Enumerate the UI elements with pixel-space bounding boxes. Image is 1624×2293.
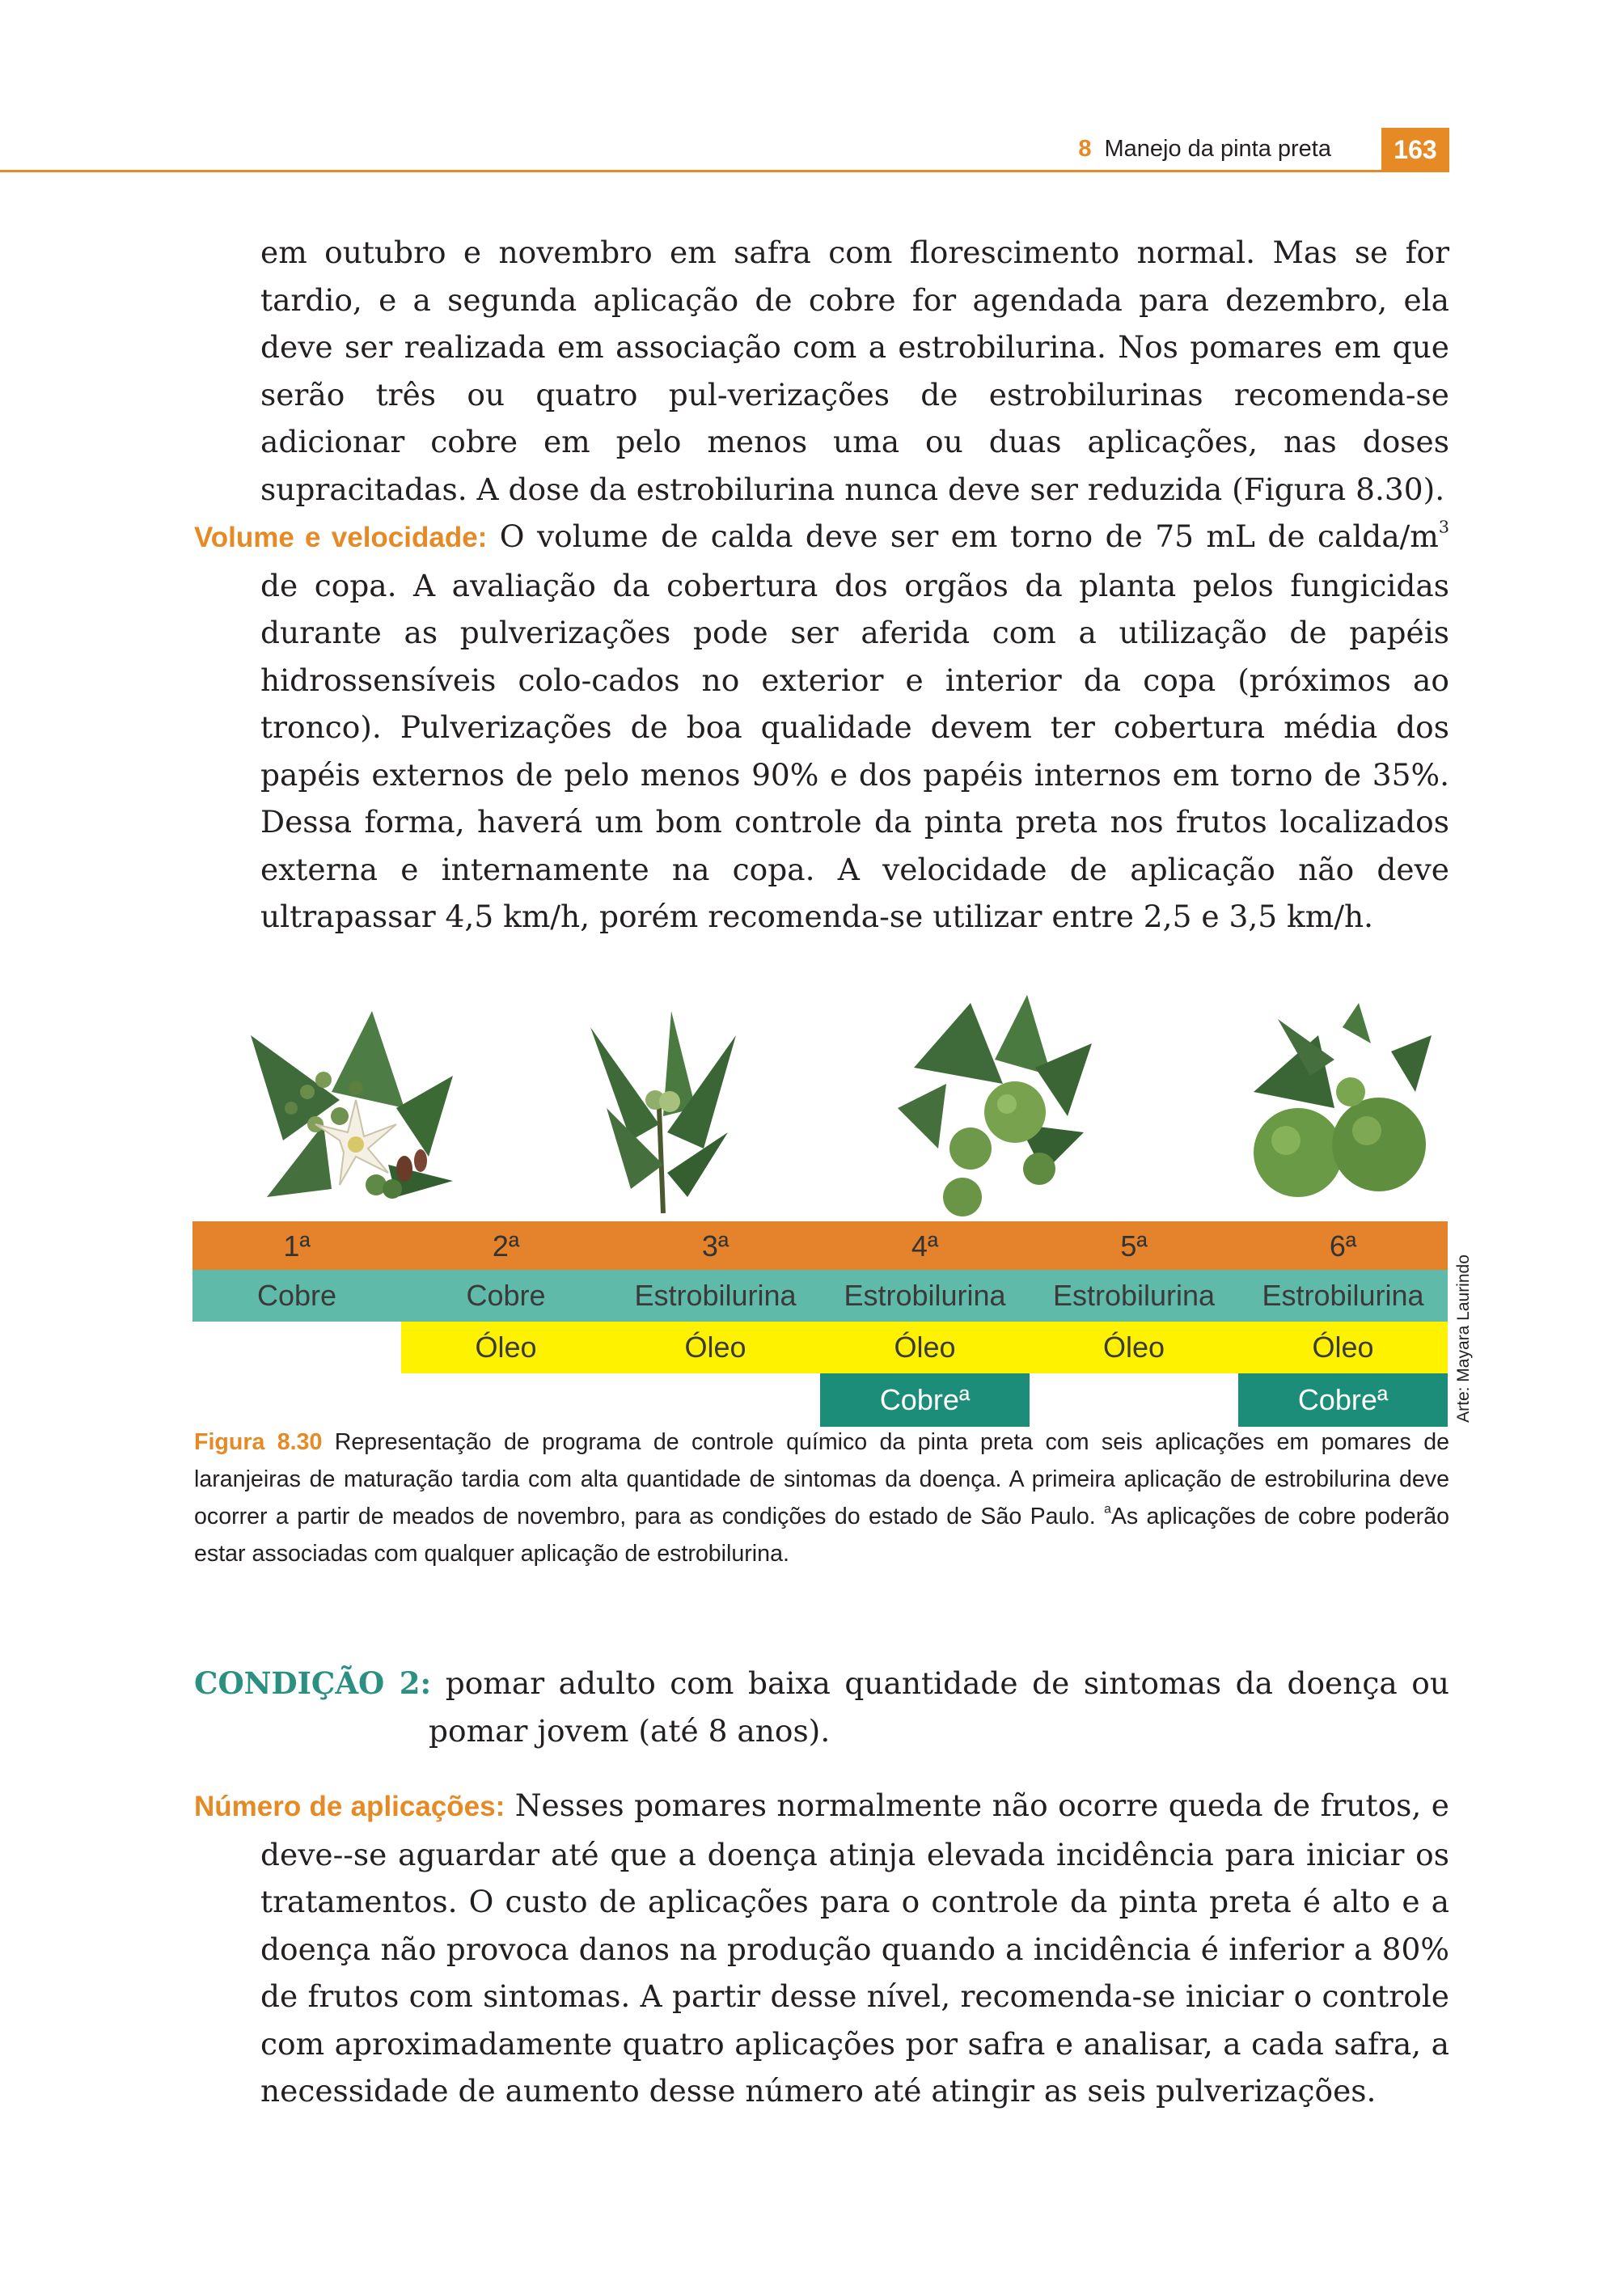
- application-number: 3ª: [701, 1229, 730, 1263]
- paragraph-1-text: em outubro e novembro em safra com florescimento normal. Mas se for tardio, e a segunda aplicação de cobre for agendada para dezembro, ela deve ser realizada em associação com a estrobilurina. Nos pomares em que serão três ou quatro pul-verizações de estrobilurinas recomenda-se adicionar cobre em pelo menos uma ou duas aplicações, nas doses supracitadas. A dose da estrobilurina nunca deve ser reduzida (Figura 8.30).: [260, 235, 1449, 507]
- application-number: 4ª: [911, 1229, 939, 1263]
- copper-optional-cell: Cobreª: [820, 1373, 1030, 1427]
- art-credit: [1448, 1250, 1480, 1428]
- condition-text: pomar adulto com baixa quantidade de sintomas da doença ou pomar jovem (até 8 anos).: [429, 1665, 1449, 1749]
- header-rule: [0, 170, 1449, 172]
- fungicide-cell: Estrobilurina: [1262, 1279, 1424, 1312]
- fungicide-cell: Cobre: [466, 1279, 546, 1312]
- fungicide-cell: Estrobilurina: [634, 1279, 797, 1312]
- chapter-title-text: Manejo da pinta preta: [1104, 136, 1331, 162]
- application-number: 6ª: [1329, 1229, 1357, 1263]
- fungicide-cell: Cobre: [256, 1279, 337, 1312]
- fungicide-cell: Estrobilurina: [844, 1279, 1006, 1312]
- mature-fruit-branch-illustration: [1229, 1003, 1440, 1213]
- caption-text-2: As aplicações de cobre poderão estar associadas com qualquer aplicação de estrobilurina.: [194, 1504, 1449, 1567]
- oil-cell: Óleo: [1102, 1331, 1165, 1364]
- number-text: Nesses pomares normalmente não ocorre queda de frutos, e deve--se aguardar até que a doença atinja elevada incidência para iniciar os tratamentos. O custo de aplicações para o controle da pinta preta é alto e a doença não provoca danos na produção quando a incidência é inferior a 80% de frutos com sintomas. A partir desse nível, recomenda-se iniciar o controle com aproximadamente quatro aplicações por safra e analisar, a cada safra, a necessidade de aumento desse número até atingir as seis pulverizações.: [260, 1787, 1449, 2109]
- chapter-number: 8: [1078, 136, 1092, 162]
- oil-cell: Óleo: [894, 1331, 956, 1364]
- chapter-title: [1078, 136, 1331, 163]
- condition-heading: CONDIÇÃO 2:: [194, 1665, 432, 1701]
- application-number: 5ª: [1120, 1229, 1148, 1263]
- application-number: 1ª: [283, 1229, 311, 1263]
- number-heading: Número de aplicações:: [194, 1791, 505, 1822]
- condition-block: [194, 1660, 1449, 1754]
- page-number: 163: [1381, 128, 1449, 171]
- figure-label: Figura 8.30: [194, 1429, 323, 1455]
- oil-row: [401, 1322, 1448, 1373]
- volume-heading: Volume e velocidade:: [194, 522, 488, 553]
- oil-cell: Óleo: [475, 1331, 537, 1364]
- paragraph-number-applications: [194, 1782, 1449, 2115]
- oil-cell: Óleo: [1312, 1331, 1374, 1364]
- application-number: 2ª: [492, 1229, 520, 1263]
- caption-superscript: a: [1104, 1502, 1111, 1517]
- body-text-bottom: [194, 1782, 1449, 2115]
- volume-text-a: O volume de calda deve ser em torno de 75 mL de calda/m: [487, 518, 1439, 554]
- paragraph-volume: [194, 513, 1449, 941]
- fungicide-row: [192, 1270, 1448, 1322]
- volume-text-b: de copa. A avaliação da cobertura dos orgãos da planta pelos fungicidas durante as pulverizações pode ser aferida com a utilização de papéis hidrossensíveis colo-cados no exterior e interior da copa (próximos ao tronco). Pulverizações de boa qualidade devem ter cobertura média dos papéis externos de pelo menos 90% e dos papéis internos em torno de 35%. Dessa forma, haverá um bom controle da pinta preta nos frutos localizados externa e internamente na copa. A velocidade de aplicação não deve ultrapassar 4,5 km/h, porém recomenda-se utilizar entre 2,5 e 3,5 km/h.: [260, 567, 1449, 934]
- caption-text: Representação de programa de controle químico da pinta preta com seis aplicações em pomares de laranjeiras de maturação tardia com alta quantidade de sintomas da doença. A primeira aplicação de estrobilurina deve ocorrer a partir de meados de novembro, para as condições do estado de São Paulo.: [194, 1429, 1449, 1529]
- paragraph-continuation: [194, 229, 1449, 513]
- condition-paragraph: [194, 1660, 1449, 1754]
- running-header: [0, 0, 1624, 174]
- copper-optional-row: [192, 1373, 1448, 1427]
- flowering-branch-illustration: [235, 1003, 461, 1205]
- body-text-top: [194, 229, 1449, 941]
- small-fruit-branch-illustration: [582, 1011, 744, 1221]
- volume-superscript: 3: [1438, 517, 1449, 537]
- figure-caption: [194, 1424, 1449, 1572]
- green-fruit-branch-illustration: [898, 995, 1092, 1221]
- application-number-row: [192, 1221, 1448, 1270]
- fungicide-cell: Estrobilurina: [1052, 1279, 1216, 1312]
- copper-optional-cell: Cobreª: [1238, 1373, 1448, 1427]
- art-credit-text: Arte: Mayara Laurindo: [1454, 1254, 1473, 1423]
- oil-cell: Óleo: [684, 1331, 746, 1364]
